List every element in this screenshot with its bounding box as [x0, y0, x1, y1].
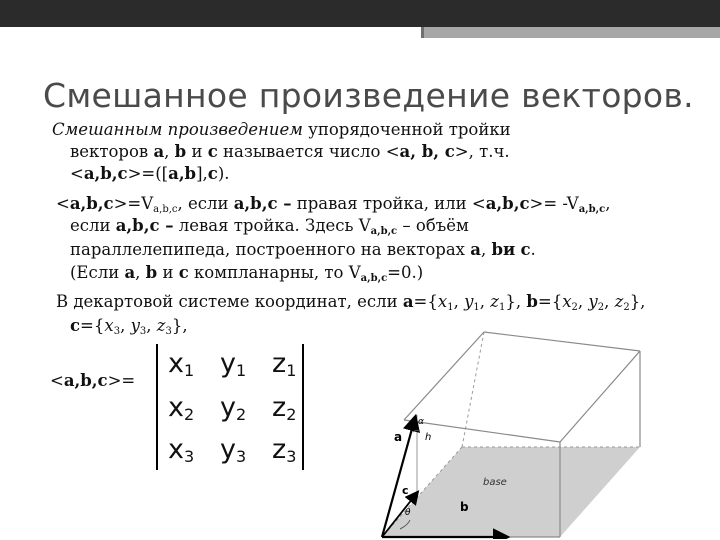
label-theta: θ [405, 508, 411, 518]
definition-line-1: Смешанным произведением упорядоченной тройки [52, 120, 511, 139]
matrix-cell-y3: y3 [220, 434, 247, 466]
coordinates-line-2: $c=\{x_3$, $y_3$, $z_3$}, [70, 316, 188, 337]
label-alpha: α [418, 417, 424, 427]
label-b: b [460, 500, 469, 514]
label-c: c [402, 484, 409, 497]
matrix-cell-y1: y1 [220, 348, 247, 380]
matrix-cell-x3: x3 [168, 434, 195, 466]
matrix-left-bar [156, 344, 158, 470]
top-accent-bar [421, 27, 720, 38]
volume-line-1: $<a,b,c>=V_{a,b,c}$, если a,b,c – правая тройка, или $<a,b,c>= -V_{a,b,c}$, [56, 194, 611, 215]
matrix-cell-x1: x1 [168, 348, 195, 380]
determinant-matrix [152, 344, 308, 470]
matrix-cell-z1: z1 [272, 348, 297, 380]
volume-line-2: если a,b,c – левая тройка. Здесь $V_{a,b,c}$ – объём [70, 216, 469, 237]
volume-line-4: (Если a, b и c компланарны, то $V_{a,b,c}=0$.) [70, 263, 424, 284]
matrix-cell-y2: y2 [220, 392, 247, 424]
definition-line-2: векторов a, b и c называется число <a, b, c>, т.ч. [70, 142, 510, 161]
definition-line-3: <a,b,c>=([a,b],c). [70, 164, 230, 183]
parallelepiped-figure [372, 325, 720, 539]
matrix-cell-z2: z2 [272, 392, 297, 424]
base-face [382, 447, 640, 537]
determinant-label: <a,b,c>= [50, 371, 136, 390]
label-a: a [394, 430, 403, 444]
label-h: h [425, 432, 432, 443]
coordinates-line-1: В декартовой системе координат, если $a=\{x_1$, $y_1$, $z_1$}, $b=\{x_2$, $y_2$, $z_2$}, [56, 292, 646, 313]
slide-title: Смешанное произведение векторов. [43, 76, 694, 115]
matrix-right-bar [302, 344, 304, 470]
label-base: base [483, 477, 507, 488]
volume-line-3: параллелепипеда, построенного на векторах a, bи c. [70, 240, 536, 259]
top-bar [0, 0, 720, 27]
matrix-cell-x2: x2 [168, 392, 195, 424]
matrix-cell-z3: z3 [272, 434, 297, 466]
